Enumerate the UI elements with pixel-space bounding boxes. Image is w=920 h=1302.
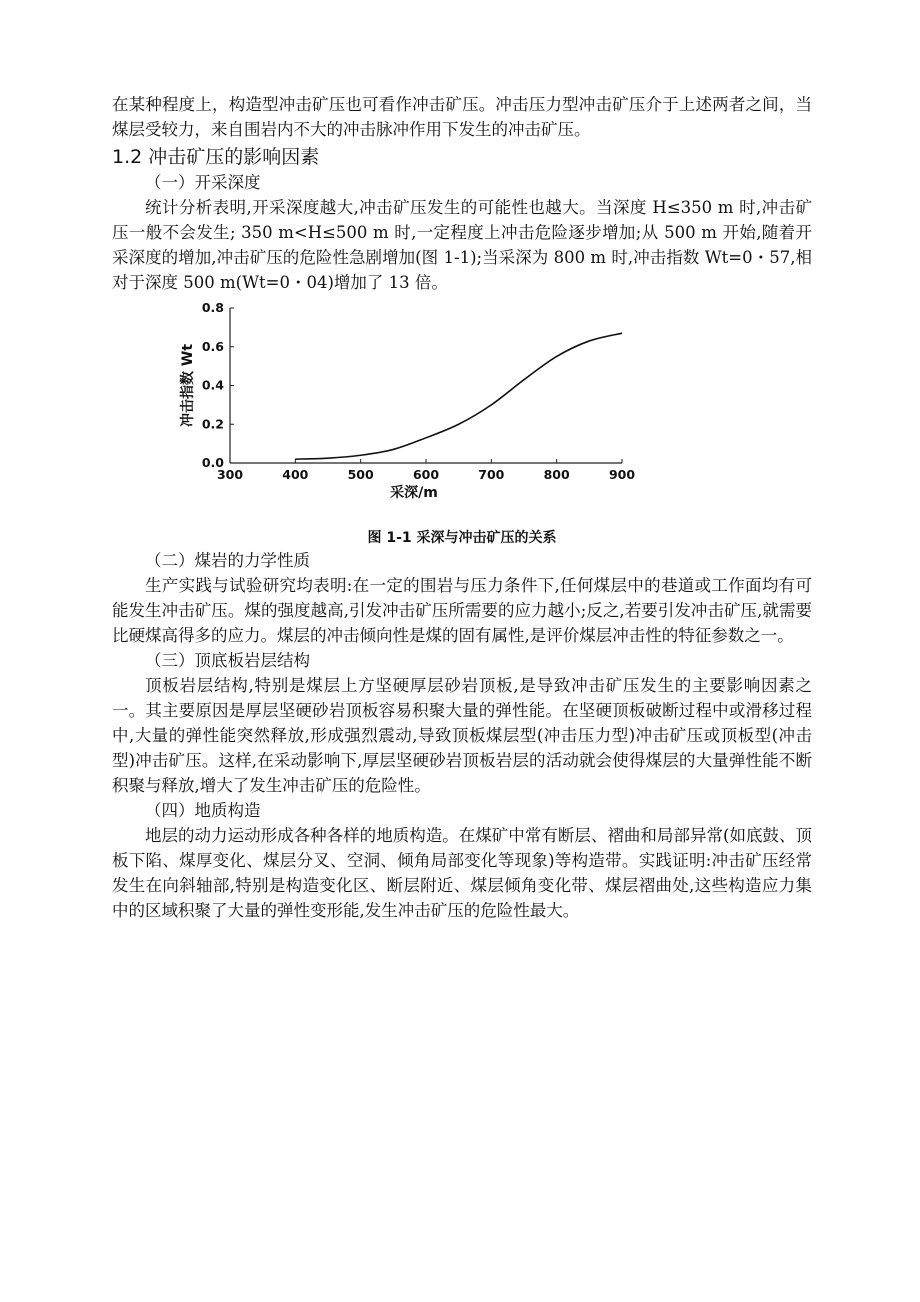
- paragraph-depth: 统计分析表明,开采深度越大,冲击矿压发生的可能性也越大。当深度 H≤350 m 时,冲击矿压一般不会发生; 350 m<H≤500 m 时,一定程度上冲击危险逐步增加;从 500 m 开始,随着开采深度的增加,冲击矿压的危险性急剧增加(图 1-1);当采深为 800 m 时,冲击指数 Wt=0・57,相对于深度 500 m(Wt=0・04)增加了 13 倍。: [112, 198, 812, 292]
- y-tick-label: 0.0: [201, 455, 224, 470]
- section-heading: 1.2 冲击矿压的影响因素: [112, 146, 320, 168]
- paragraph-mechanics: 生产实践与试验研究均表明:在一定的围岩与压力条件下,任何煤层中的巷道或工作面均有可能发生冲击矿压。煤的强度越高,引发冲击矿压所需要的应力越小;反之,若要引发冲击矿压,就需要比硬煤高得多的应力。煤层的冲击倾向性是煤的固有属性,是评价煤层冲击性的特征参数之一。: [112, 576, 812, 645]
- x-tick-label: 400: [282, 467, 309, 482]
- x-tick-label: 500: [347, 467, 374, 482]
- y-tick-label: 0.8: [201, 300, 224, 315]
- x-tick-label: 300: [216, 467, 244, 482]
- y-tick-label: 0.4: [201, 377, 224, 393]
- paragraph-geology: 地层的动力运动形成各种各样的地质构造。在煤矿中常有断层、褶曲和局部异常(如底鼓、顶板下陷、煤厚变化、煤层分叉、空洞、倾角局部变化等现象)等构造带。实践证明:冲击矿压经常发生在向斜轴部,特别是构造变化区、断层附近、煤层倾角变化带、煤层褶曲处,这些构造应力集中的区域积聚了大量的弹性变形能,发生冲击矿压的危险性最大。: [112, 826, 812, 920]
- subheading-depth: （一）开采深度: [145, 173, 261, 192]
- y-axis-label: 冲击指数 Wt: [180, 343, 196, 428]
- x-axis-label: 采深/m: [390, 485, 438, 501]
- intro-paragraph: 在某种程度上，构造型冲击矿压也可看作冲击矿压。冲击压力型冲击矿压介于上述两者之间，当煤层受较力，来自围岩内不大的冲击脉冲作用下发生的冲击矿压。: [112, 95, 812, 139]
- y-tick-label: 0.6: [201, 338, 224, 354]
- x-tick-label: 800: [543, 467, 570, 482]
- x-tick-label: 900: [608, 467, 636, 482]
- document-page: [112, 92, 812, 923]
- figure-1-1: [112, 300, 812, 528]
- series-line: [295, 333, 622, 459]
- depth-index-chart: [172, 300, 636, 528]
- x-tick-label: 700: [478, 467, 505, 482]
- x-tick-label: 600: [412, 467, 440, 482]
- paragraph-strata: 顶板岩层结构,特别是煤层上方坚硬厚层砂岩顶板,是导致冲击矿压发生的主要影响因素之一。其主要原因是厚层坚硬砂岩顶板容易积聚大量的弹性能。在坚硬顶板破断过程中或滑移过程中,大量的弹性能突然释放,形成强烈震动,导致顶板煤层型(冲击压力型)冲击矿压或顶板型(冲击型)冲击矿压。这样,在采动影响下,厚层坚硬砂岩顶板岩层的活动就会使得煤层的大量弹性能不断积聚与释放,增大了发生冲击矿压的危险性。: [112, 676, 812, 795]
- subheading-strata: （三）顶底板岩层结构: [145, 651, 310, 670]
- y-tick-label: 0.2: [201, 416, 224, 432]
- subheading-geology: （四）地质构造: [145, 801, 261, 820]
- figure-caption: 图 1-1 采深与冲击矿压的关系: [367, 530, 557, 546]
- subheading-mechanics: （二）煤岩的力学性质: [145, 551, 310, 570]
